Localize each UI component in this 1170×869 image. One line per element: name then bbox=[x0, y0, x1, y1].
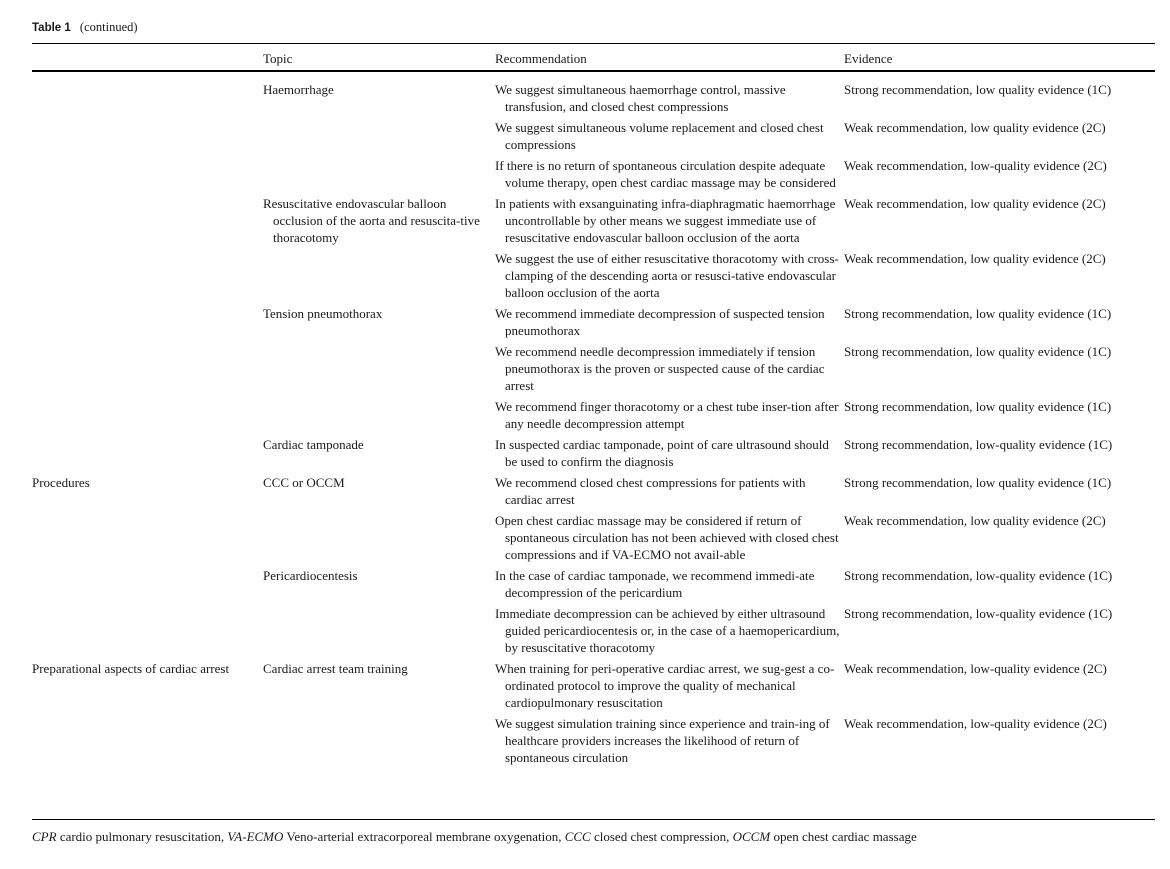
cell-recommendation: We suggest simultaneous volume replacement and closed chest compressions bbox=[495, 120, 824, 152]
cell-recommendation: We suggest simultaneous haemorrhage control, massive transfusion, and closed chest compressions bbox=[495, 82, 786, 114]
cell-evidence: Weak recommendation, low quality evidence (2C) bbox=[844, 251, 1106, 266]
table-top-rule bbox=[32, 43, 1155, 44]
cell-recommendation: In patients with exsanguinating infra-diaphragmatic haemorrhage uncontrollable by other means we suggest immediate use of resuscitative endovascular balloon occlusion of the aorta bbox=[495, 196, 836, 245]
table-footnote bbox=[32, 828, 917, 845]
cell-evidence: Weak recommendation, low quality evidence (2C) bbox=[844, 196, 1106, 211]
cell-section: Procedures bbox=[32, 475, 90, 490]
cell-evidence: Strong recommendation, low-quality evidence (1C) bbox=[844, 568, 1113, 583]
cell-topic bbox=[263, 343, 495, 398]
recommendations-table bbox=[32, 45, 1155, 770]
cell-topic bbox=[263, 157, 495, 195]
header-recommendation: Recommendation bbox=[495, 50, 587, 66]
cell-topic: Cardiac tamponade bbox=[263, 437, 364, 452]
cell-topic: Resuscitative endovascular balloon occlusion of the aorta and resuscita-tive thoracotomy bbox=[263, 196, 480, 245]
header-evidence: Evidence bbox=[844, 50, 893, 66]
cell-topic bbox=[263, 250, 495, 305]
table-row bbox=[32, 512, 1155, 567]
cell-section bbox=[32, 715, 263, 770]
cell-evidence: Strong recommendation, low-quality evidence (1C) bbox=[844, 606, 1113, 621]
cell-topic: Cardiac arrest team training bbox=[263, 661, 408, 676]
cell-evidence: Weak recommendation, low-quality evidence (2C) bbox=[844, 661, 1107, 676]
table-row bbox=[32, 605, 1155, 660]
cell-recommendation: Open chest cardiac massage may be considered if return of spontaneous circulation has not been achieved with closed chest compressions and if VA-ECMO not avail-able bbox=[495, 513, 839, 562]
cell-topic bbox=[263, 398, 495, 436]
cell-section bbox=[32, 71, 263, 119]
table-bottom-rule bbox=[32, 819, 1155, 820]
cell-topic bbox=[263, 715, 495, 770]
cell-section bbox=[32, 343, 263, 398]
table-header-row bbox=[32, 45, 1155, 71]
footnote-def-ccc: closed chest compression, bbox=[593, 829, 730, 844]
cell-section bbox=[32, 157, 263, 195]
cell-recommendation: Immediate decompression can be achieved by either ultrasound guided pericardiocentesis or, in the case of a haemopericardium, by resuscitative thoracotomy bbox=[495, 606, 840, 655]
cell-recommendation: We suggest simulation training since experience and train-ing of healthcare providers increases the likelihood of return of spontaneous circulation bbox=[495, 716, 830, 765]
cell-section bbox=[32, 119, 263, 157]
cell-evidence: Strong recommendation, low quality evidence (1C) bbox=[844, 306, 1112, 321]
footnote-abbr-occm: OCCM bbox=[732, 829, 771, 844]
header-topic: Topic bbox=[263, 50, 293, 66]
footnote-def-occm: open chest cardiac massage bbox=[773, 829, 917, 844]
table-row bbox=[32, 398, 1155, 436]
table-row bbox=[32, 567, 1155, 605]
cell-recommendation: We recommend closed chest compressions for patients with cardiac arrest bbox=[495, 475, 806, 507]
table-label: Table 1 bbox=[32, 22, 71, 34]
cell-evidence: Weak recommendation, low-quality evidence (2C) bbox=[844, 716, 1107, 731]
cell-section bbox=[32, 398, 263, 436]
table-row bbox=[32, 71, 1155, 119]
cell-recommendation: If there is no return of spontaneous circulation despite adequate volume therapy, open chest cardiac massage may be considered bbox=[495, 158, 836, 190]
table-row bbox=[32, 474, 1155, 512]
cell-topic bbox=[263, 119, 495, 157]
cell-topic bbox=[263, 512, 495, 567]
table-row bbox=[32, 436, 1155, 474]
cell-evidence: Weak recommendation, low-quality evidence (2C) bbox=[844, 158, 1107, 173]
table-row bbox=[32, 119, 1155, 157]
table-row bbox=[32, 157, 1155, 195]
cell-section bbox=[32, 512, 263, 567]
cell-topic bbox=[263, 605, 495, 660]
cell-evidence: Strong recommendation, low quality evidence (1C) bbox=[844, 82, 1112, 97]
cell-evidence: Strong recommendation, low quality evidence (1C) bbox=[844, 399, 1112, 414]
cell-section bbox=[32, 567, 263, 605]
table-continued-note: (continued) bbox=[79, 20, 138, 34]
cell-section: Preparational aspects of cardiac arrest bbox=[32, 661, 230, 676]
table-row bbox=[32, 343, 1155, 398]
table-row bbox=[32, 305, 1155, 343]
cell-topic: Tension pneumothorax bbox=[263, 306, 383, 321]
cell-topic: Haemorrhage bbox=[263, 82, 334, 97]
cell-evidence: Weak recommendation, low quality evidence (2C) bbox=[844, 120, 1106, 135]
cell-section bbox=[32, 195, 263, 250]
footnote-def-va-ecmo: Veno-arterial extracorporeal membrane oxygenation, bbox=[286, 829, 562, 844]
footnote-abbr-cpr: CPR bbox=[32, 829, 57, 844]
table-row bbox=[32, 715, 1155, 770]
table-caption bbox=[32, 19, 138, 36]
cell-recommendation: We recommend finger thoracotomy or a chest tube inser-tion after any needle decompression attempt bbox=[495, 399, 839, 431]
footnote-def-cpr: cardio pulmonary resuscitation, bbox=[59, 829, 225, 844]
cell-section bbox=[32, 605, 263, 660]
cell-section bbox=[32, 305, 263, 343]
table-row bbox=[32, 250, 1155, 305]
footnote-abbr-va-ecmo: VA-ECMO bbox=[227, 829, 284, 844]
table-row bbox=[32, 660, 1155, 715]
cell-recommendation: When training for peri-operative cardiac arrest, we sug-gest a co-ordinated protocol to improve the quality of mechanical cardiopulmonary resuscitation bbox=[495, 661, 835, 710]
header-section bbox=[32, 45, 263, 71]
cell-evidence: Strong recommendation, low quality evidence (1C) bbox=[844, 475, 1112, 490]
cell-section bbox=[32, 436, 263, 474]
cell-section bbox=[32, 250, 263, 305]
cell-topic: Pericardiocentesis bbox=[263, 568, 358, 583]
cell-recommendation: We recommend immediate decompression of suspected tension pneumothorax bbox=[495, 306, 825, 338]
cell-recommendation: We suggest the use of either resuscitative thoracotomy with cross-clamping of the descending aorta or resusci-tative endovascular balloon occlusion of the aorta bbox=[495, 251, 839, 300]
cell-evidence: Strong recommendation, low-quality evidence (1C) bbox=[844, 437, 1113, 452]
cell-recommendation: We recommend needle decompression immediately if tension pneumothorax is the proven or suspected cause of the cardiac arrest bbox=[495, 344, 825, 393]
cell-evidence: Strong recommendation, low quality evidence (1C) bbox=[844, 344, 1112, 359]
cell-topic: CCC or OCCM bbox=[263, 475, 345, 490]
footnote-abbr-ccc: CCC bbox=[564, 829, 591, 844]
table-row bbox=[32, 195, 1155, 250]
cell-evidence: Weak recommendation, low quality evidence (2C) bbox=[844, 513, 1106, 528]
cell-recommendation: In the case of cardiac tamponade, we recommend immedi-ate decompression of the pericardium bbox=[495, 568, 815, 600]
cell-recommendation: In suspected cardiac tamponade, point of care ultrasound should be used to confirm the diagnosis bbox=[495, 437, 829, 469]
